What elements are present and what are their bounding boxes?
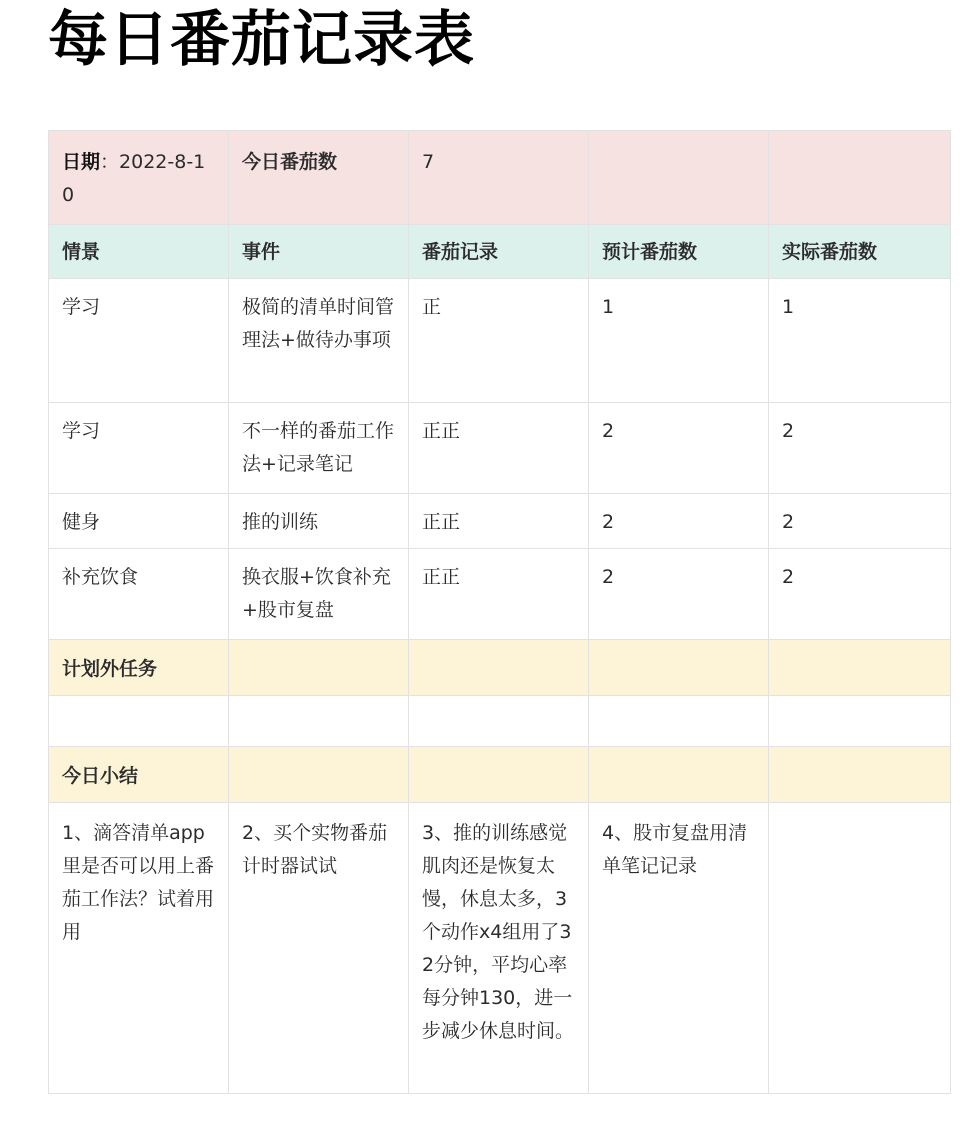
unplanned-empty-row [49, 696, 951, 747]
event-cell[interactable]: 不一样的番茄工作法+记录笔记 [229, 403, 409, 494]
record-cell[interactable]: 正正 [409, 494, 589, 549]
record-cell[interactable]: 正 [409, 279, 589, 403]
event-cell[interactable]: 换衣服+饮食补充+股市复盘 [229, 549, 409, 640]
table-cell[interactable] [229, 696, 409, 747]
table-cell[interactable] [589, 640, 769, 696]
table-cell[interactable] [589, 747, 769, 803]
header-record[interactable]: 番茄记录 [409, 225, 589, 279]
summary-note-2[interactable]: 2、买个实物番茄计时器试试 [229, 803, 409, 1094]
table-cell[interactable] [769, 747, 951, 803]
summary-row [49, 803, 951, 1094]
table-cell[interactable] [409, 640, 589, 696]
unplanned-section-row [49, 640, 951, 696]
summary-note-5[interactable] [769, 803, 951, 1094]
record-cell[interactable]: 正正 [409, 549, 589, 640]
summary-label[interactable]: 今日小结 [49, 747, 229, 803]
date-separator: ： [100, 151, 120, 173]
planned-cell[interactable]: 2 [589, 494, 769, 549]
date-label: 日期 [62, 151, 101, 173]
event-cell[interactable]: 推的训练 [229, 494, 409, 549]
date-value: 2022-8-10 [62, 151, 206, 206]
header-row [49, 225, 951, 279]
pomodoro-table [48, 130, 951, 1094]
date-cell[interactable] [49, 131, 229, 225]
table-row [49, 549, 951, 640]
summary-note-4[interactable]: 4、股市复盘用清单笔记记录 [589, 803, 769, 1094]
actual-cell[interactable]: 2 [769, 549, 951, 640]
tomato-count-value[interactable]: 7 [409, 131, 589, 225]
record-cell[interactable]: 正正 [409, 403, 589, 494]
table-cell[interactable] [229, 640, 409, 696]
table-row [49, 403, 951, 494]
actual-cell[interactable]: 1 [769, 279, 951, 403]
summary-note-3[interactable]: 3、推的训练感觉肌肉还是恢复太慢，休息太多，3个动作x4组用了32分钟，平均心率每分钟130，进一步减少休息时间。 [409, 803, 589, 1094]
scene-cell[interactable]: 健身 [49, 494, 229, 549]
table-cell[interactable] [229, 747, 409, 803]
planned-cell[interactable]: 1 [589, 279, 769, 403]
table-cell[interactable] [409, 747, 589, 803]
actual-cell[interactable]: 2 [769, 403, 951, 494]
scene-cell[interactable]: 学习 [49, 279, 229, 403]
header-scene[interactable]: 情景 [49, 225, 229, 279]
planned-cell[interactable]: 2 [589, 403, 769, 494]
table-cell[interactable] [769, 696, 951, 747]
table-cell[interactable] [409, 696, 589, 747]
table-cell[interactable] [769, 640, 951, 696]
table-cell[interactable] [769, 131, 951, 225]
unplanned-label[interactable]: 计划外任务 [49, 640, 229, 696]
header-planned[interactable]: 预计番茄数 [589, 225, 769, 279]
table-cell[interactable] [49, 696, 229, 747]
table-cell[interactable] [589, 131, 769, 225]
date-row [49, 131, 951, 225]
summary-note-1[interactable]: 1、滴答清单app里是否可以用上番茄工作法？试着用用 [49, 803, 229, 1094]
page-title: 每日番茄记录表 [48, 5, 475, 75]
header-event[interactable]: 事件 [229, 225, 409, 279]
scene-cell[interactable]: 学习 [49, 403, 229, 494]
tomato-count-label[interactable]: 今日番茄数 [229, 131, 409, 225]
table-cell[interactable] [589, 696, 769, 747]
summary-section-row [49, 747, 951, 803]
event-cell[interactable]: 极简的清单时间管理法+做待办事项 [229, 279, 409, 403]
header-actual[interactable]: 实际番茄数 [769, 225, 951, 279]
planned-cell[interactable]: 2 [589, 549, 769, 640]
table-row [49, 279, 951, 403]
actual-cell[interactable]: 2 [769, 494, 951, 549]
scene-cell[interactable]: 补充饮食 [49, 549, 229, 640]
table-row [49, 494, 951, 549]
